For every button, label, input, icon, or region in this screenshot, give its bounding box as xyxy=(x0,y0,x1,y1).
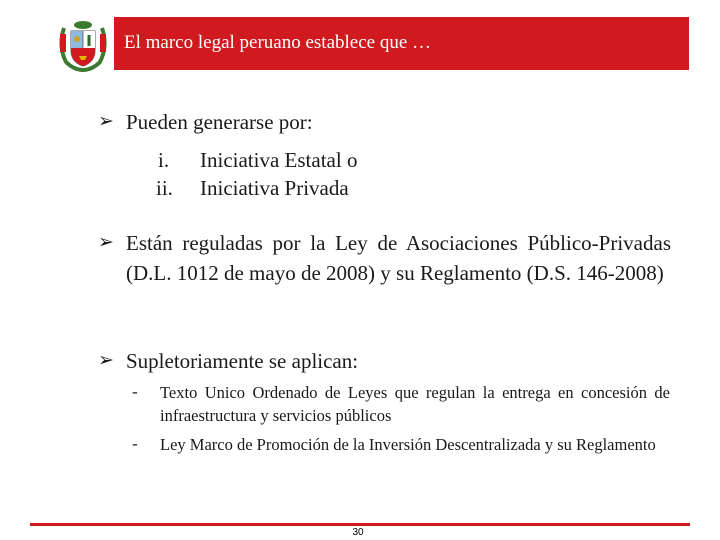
sub-item-text: Ley Marco de Promoción de la Inversión Descentralizada y su Reglamento xyxy=(160,435,656,454)
peru-coat-of-arms-icon xyxy=(54,16,112,74)
list-item-text: Iniciativa Estatal o xyxy=(200,148,358,172)
arrow-bullet-icon: ➢ xyxy=(98,110,114,132)
title-bar xyxy=(114,17,689,70)
bullet-text: Pueden generarse por: xyxy=(126,110,313,134)
bullet-text: Están reguladas por la Ley de Asociaciones Público-Privadas (D.L. 1012 de mayo de 2008) y su Reglamento (D.S. 146-2008) xyxy=(126,231,671,285)
page-number: 30 xyxy=(352,527,364,538)
arrow-bullet-icon: ➢ xyxy=(98,349,114,371)
list-item-text: Iniciativa Privada xyxy=(200,176,349,200)
list-item-number: ii. xyxy=(156,176,173,200)
page-title: El marco legal peruano establece que … xyxy=(124,32,432,53)
dash-bullet: - xyxy=(132,434,138,453)
dash-bullet: - xyxy=(132,382,138,401)
sub-item-text: Texto Unico Ordenado de Leyes que regulan la entrega en concesión de infraestructura y servicios públicos xyxy=(160,383,670,425)
arrow-bullet-icon: ➢ xyxy=(98,231,114,253)
list-item-number: i. xyxy=(158,148,170,172)
footer-divider xyxy=(30,523,690,526)
bullet-text: Supletoriamente se aplican: xyxy=(126,349,359,373)
